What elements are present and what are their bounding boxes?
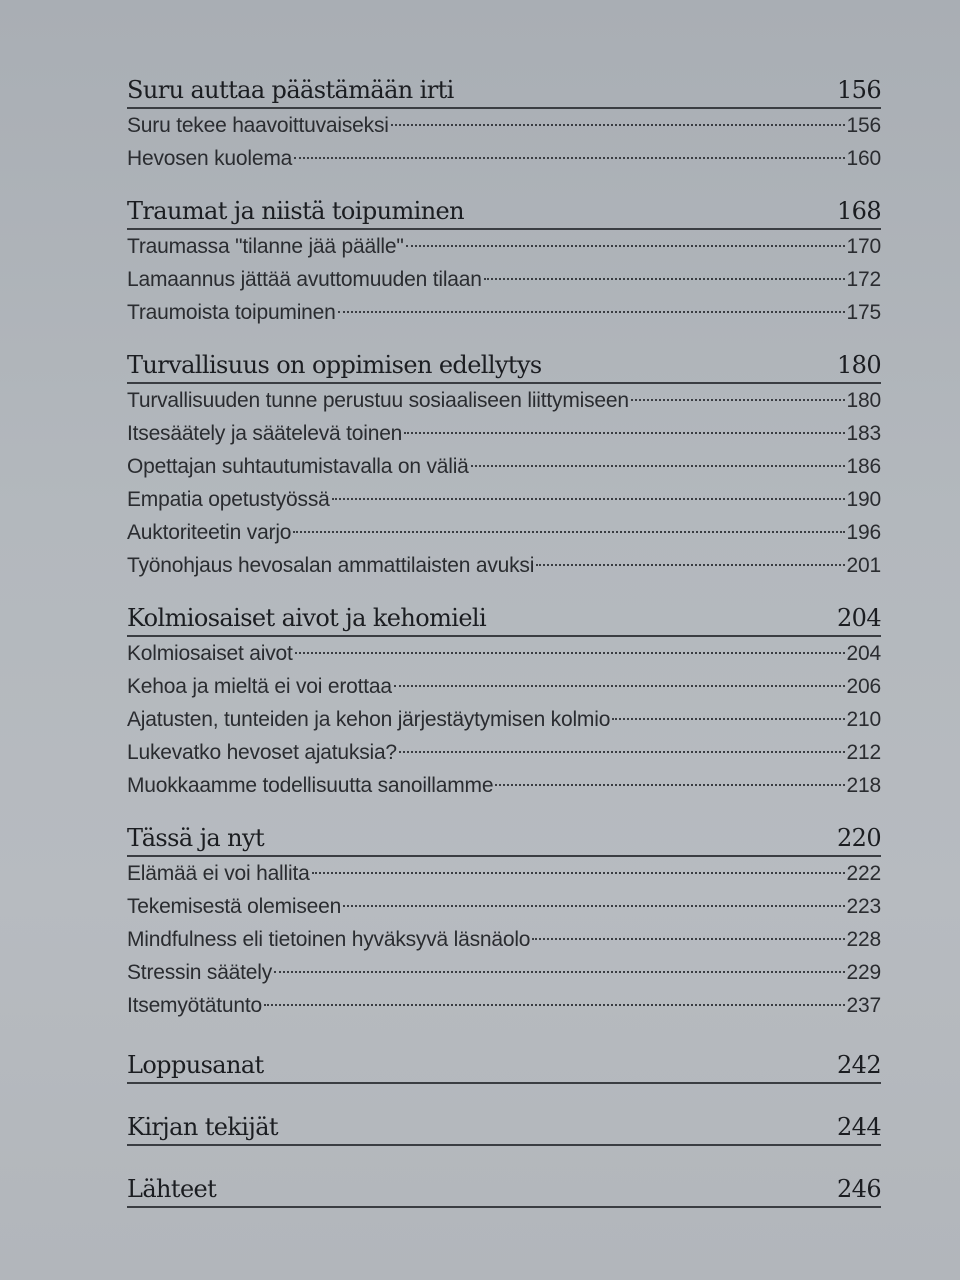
entry-title: Tekemisestä olemiseen: [127, 895, 342, 918]
entry-page: 228: [846, 928, 881, 951]
end-matter-heading: [127, 1173, 881, 1208]
entry-page: 212: [846, 741, 881, 764]
entry-page: 210: [846, 708, 881, 731]
end-matter-title: Loppusanat: [127, 1051, 264, 1079]
toc-section: [127, 602, 881, 802]
entry-page: 180: [846, 389, 881, 412]
dot-leader: [391, 124, 845, 126]
end-matter-page: 244: [836, 1113, 881, 1141]
toc-entry: [127, 109, 881, 142]
entry-title: Mindfulness eli tietoinen hyväksyvä läsnäolo: [127, 928, 531, 951]
dot-leader: [394, 685, 845, 687]
entry-title: Empatia opetustyössä: [127, 488, 330, 511]
entry-page: 172: [846, 268, 881, 291]
chapter-page: 220: [836, 824, 881, 852]
entry-page: 183: [846, 422, 881, 445]
entry-title: Opettajan suhtautumistavalla on väliä: [127, 455, 469, 478]
dot-leader: [399, 751, 845, 753]
toc-entry: [127, 450, 881, 483]
entry-title: Traumassa "tilanne jää päälle": [127, 235, 404, 258]
toc-entry: [127, 956, 881, 989]
entry-page: 186: [846, 455, 881, 478]
dot-leader: [274, 971, 845, 973]
entry-page: 229: [846, 961, 881, 984]
chapter-page: 168: [836, 197, 881, 225]
entry-page: 201: [846, 554, 881, 577]
chapter-heading: [127, 822, 881, 857]
table-of-contents: [127, 74, 881, 1208]
toc-entry: [127, 736, 881, 769]
toc-entry: [127, 923, 881, 956]
dot-leader: [294, 157, 844, 159]
dot-leader: [264, 1004, 845, 1006]
toc-entry: [127, 549, 881, 582]
dot-leader: [404, 432, 844, 434]
entry-page: 223: [846, 895, 881, 918]
dot-leader: [338, 311, 845, 313]
toc-entry: [127, 857, 881, 890]
entry-page: 218: [846, 774, 881, 797]
toc-section: [127, 74, 881, 175]
entry-title: Traumoista toipuminen: [127, 301, 336, 324]
entry-page: 156: [846, 114, 881, 137]
toc-section: [127, 195, 881, 329]
chapter-title: Kolmiosaiset aivot ja kehomieli: [127, 604, 487, 632]
entry-page: 196: [846, 521, 881, 544]
end-matter-heading: [127, 1049, 881, 1084]
dot-leader: [332, 498, 845, 500]
toc-entry: [127, 890, 881, 923]
end-matter-title: Kirjan tekijät: [127, 1113, 278, 1141]
entry-title: Itsemyötätunto: [127, 994, 262, 1017]
entry-title: Lukevatko hevoset ajatuksia?: [127, 741, 397, 764]
entry-title: Lamaannus jättää avuttomuuden tilaan: [127, 268, 482, 291]
dot-leader: [484, 278, 845, 280]
toc-section: [127, 349, 881, 582]
entry-page: 170: [846, 235, 881, 258]
entry-page: 206: [846, 675, 881, 698]
entry-title: Stressin säätely: [127, 961, 273, 984]
toc-entry: [127, 263, 881, 296]
entry-title: Muokkaamme todellisuutta sanoillamme: [127, 774, 494, 797]
entry-title: Hevosen kuolema: [127, 147, 293, 170]
chapter-heading: [127, 195, 881, 230]
dot-leader: [612, 718, 844, 720]
entry-title: Kolmiosaiset aivot: [127, 642, 293, 665]
entry-page: 204: [846, 642, 881, 665]
entry-title: Turvallisuuden tunne perustuu sosiaaliseen liittymiseen: [127, 389, 629, 412]
toc-entry: [127, 384, 881, 417]
toc-section: [127, 822, 881, 1022]
toc-entry: [127, 417, 881, 450]
entry-title: Ajatusten, tunteiden ja kehon järjestäytymisen kolmio: [127, 708, 611, 731]
entry-title: Suru tekee haavoittuvaiseksi: [127, 114, 389, 137]
chapter-page: 180: [836, 351, 881, 379]
dot-leader: [295, 652, 845, 654]
end-matter-page: 246: [836, 1175, 881, 1203]
chapter-title: Traumat ja niistä toipuminen: [127, 197, 465, 225]
entry-page: 190: [846, 488, 881, 511]
end-matter-page: 242: [836, 1051, 881, 1079]
entry-page: 237: [846, 994, 881, 1017]
entry-title: Itsesäätely ja säätelevä toinen: [127, 422, 403, 445]
entry-page: 160: [846, 147, 881, 170]
toc-entry: [127, 516, 881, 549]
entry-page: 175: [846, 301, 881, 324]
dot-leader: [495, 784, 844, 786]
entry-page: 222: [846, 862, 881, 885]
chapter-heading: [127, 349, 881, 384]
toc-entry: [127, 142, 881, 175]
dot-leader: [631, 399, 845, 401]
chapter-title: Tässä ja nyt: [127, 824, 265, 852]
dot-leader: [532, 938, 844, 940]
entry-title: Auktoriteetin varjo: [127, 521, 292, 544]
chapter-page: 204: [836, 604, 881, 632]
end-matter-title: Lähteet: [127, 1175, 217, 1203]
dot-leader: [293, 531, 844, 533]
toc-entry: [127, 483, 881, 516]
toc-entry: [127, 296, 881, 329]
dot-leader: [536, 564, 844, 566]
toc-entry: [127, 230, 881, 263]
dot-leader: [406, 245, 845, 247]
toc-entry: [127, 769, 881, 802]
dot-leader: [312, 872, 845, 874]
end-matter-heading: [127, 1111, 881, 1146]
chapter-heading: [127, 602, 881, 637]
entry-title: Työnohjaus hevosalan ammattilaisten avuksi: [127, 554, 535, 577]
toc-entry: [127, 703, 881, 736]
toc-entry: [127, 989, 881, 1022]
toc-entry: [127, 670, 881, 703]
dot-leader: [343, 905, 844, 907]
toc-entry: [127, 637, 881, 670]
entry-title: Elämää ei voi hallita: [127, 862, 310, 885]
chapter-title: Suru auttaa päästämään irti: [127, 76, 454, 104]
entry-title: Kehoa ja mieltä ei voi erottaa: [127, 675, 392, 698]
dot-leader: [471, 465, 845, 467]
chapter-heading: [127, 74, 881, 109]
chapter-title: Turvallisuus on oppimisen edellytys: [127, 351, 542, 379]
chapter-page: 156: [836, 76, 881, 104]
